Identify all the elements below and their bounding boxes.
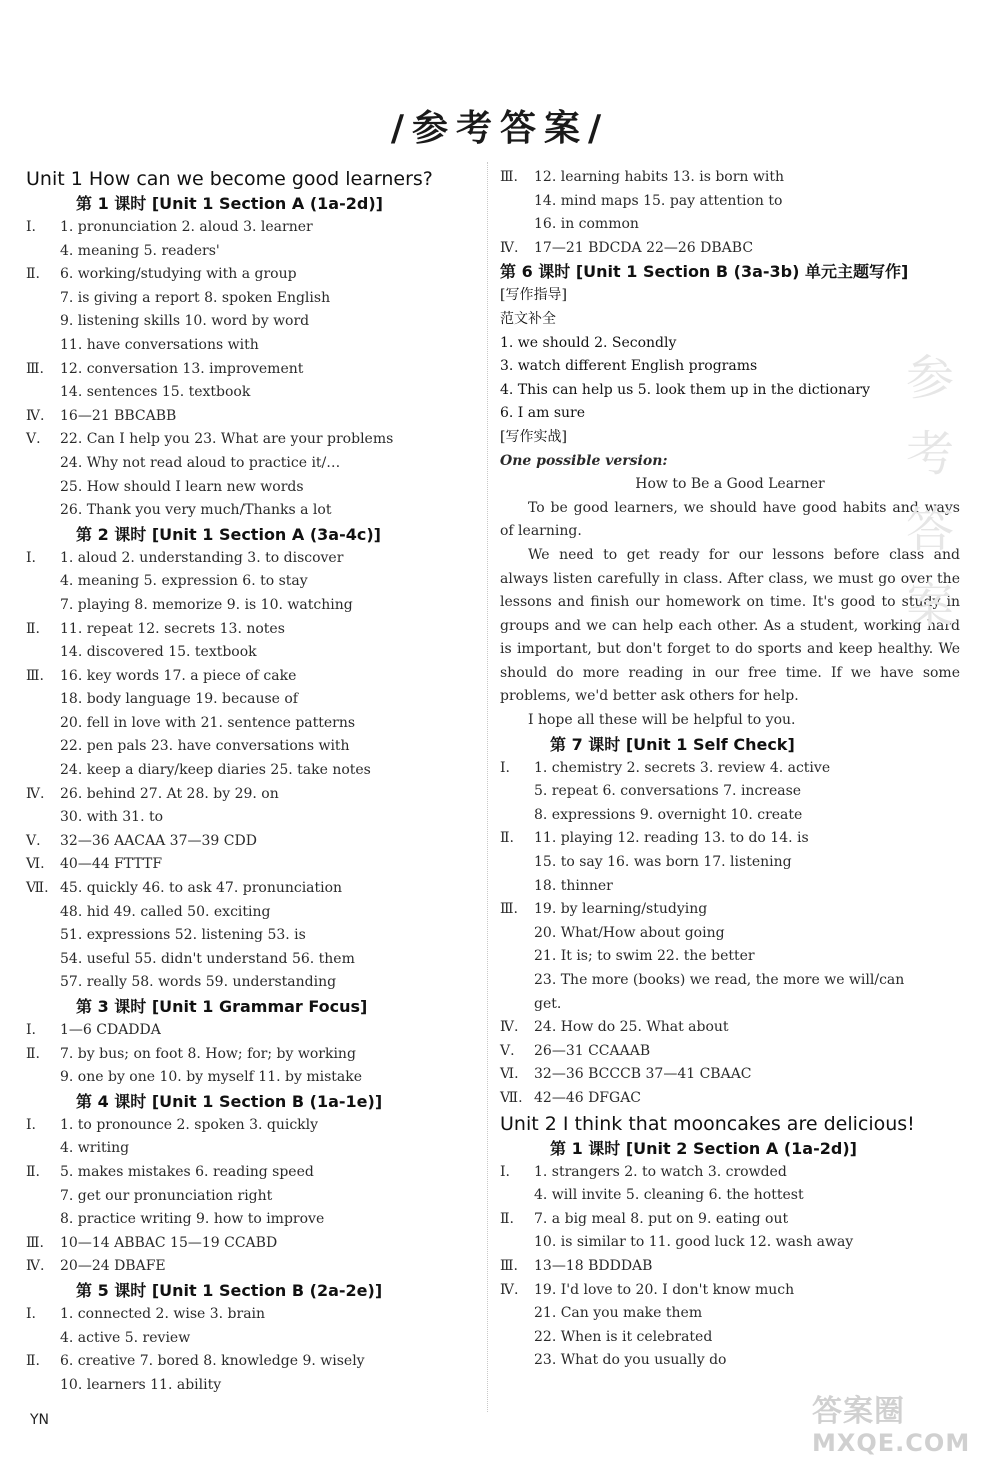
section-numeral: Ⅲ.	[26, 667, 44, 684]
answer-text: 9. listening skills 10. word by word	[60, 313, 310, 330]
answer-line	[500, 945, 960, 969]
answer-line	[26, 877, 476, 901]
essay-paragraph: To be good learners, we should have good habits and ways of learning.	[500, 499, 960, 540]
answer-text: 7. is giving a report 8. spoken English	[60, 289, 331, 306]
answer-line	[26, 806, 476, 830]
answer-text: 16. key words 17. a piece of cake	[60, 667, 297, 684]
answer-text: 4. active 5. review	[60, 1329, 191, 1346]
answer-line	[26, 665, 476, 689]
section-numeral: Ⅳ.	[26, 1258, 45, 1275]
answer-line	[500, 851, 960, 875]
answer-line	[26, 594, 476, 618]
answer-line	[26, 1327, 476, 1351]
section-numeral: Ⅳ.	[26, 785, 45, 802]
unit-heading: Unit 2 I think that mooncakes are delicious!	[500, 1112, 915, 1135]
answer-line	[500, 969, 960, 993]
section-numeral: Ⅴ.	[26, 431, 41, 448]
answer-line	[500, 1255, 960, 1279]
section-numeral: Ⅲ.	[500, 169, 518, 185]
writing-guide-line: 3. watch different English programs	[500, 358, 758, 375]
answer-text: 20. fell in love with 21. sentence patterns	[60, 714, 356, 731]
watermark-logo-top: 答案圈	[812, 1394, 905, 1429]
answer-line	[26, 1374, 476, 1398]
answer-line	[500, 780, 960, 804]
section-numeral: Ⅱ.	[26, 1045, 40, 1062]
answer-text: 11. repeat 12. secrets 13. notes	[60, 620, 285, 637]
answer-text: 19. by learning/studying	[534, 901, 708, 918]
answer-text: 1. strangers 2. to watch 3. crowded	[534, 1163, 787, 1180]
left-column	[26, 166, 476, 1397]
section-numeral: Ⅰ.	[26, 1116, 36, 1133]
answer-text: 13—18 BDDDAB	[534, 1257, 653, 1274]
answer-text: 1. to pronounce 2. spoken 3. quickly	[60, 1116, 319, 1133]
answer-text: 5. repeat 6. conversations 7. increase	[534, 783, 802, 800]
answer-line	[26, 405, 476, 429]
answer-line	[26, 759, 476, 783]
section-numeral: Ⅶ.	[26, 880, 49, 897]
answer-text: 32—36 AACAA 37—39 CDD	[60, 832, 257, 849]
answer-line	[500, 1349, 960, 1373]
answer-text: 10—14 ABBAC 15—19 CCABD	[60, 1234, 278, 1251]
answer-line	[26, 428, 476, 452]
answer-text: 19. I'd love to 20. I don't know much	[534, 1281, 795, 1298]
answer-line	[26, 547, 476, 571]
answer-line	[26, 688, 476, 712]
column-divider	[487, 162, 488, 1412]
section-numeral: Ⅳ.	[500, 1281, 519, 1298]
answer-text: 5. makes mistakes 6. reading speed	[60, 1163, 314, 1180]
lesson-heading: 第 2 课时 [Unit 1 Section A (3a-4c)]	[76, 524, 381, 544]
answer-text: 24. keep a diary/keep diaries 25. take notes	[60, 762, 371, 779]
section-numeral: Ⅲ.	[26, 360, 44, 377]
section-numeral: Ⅰ.	[26, 219, 36, 235]
answer-line	[500, 1016, 960, 1040]
answer-text: 16. in common	[534, 216, 639, 233]
answer-text: 4. meaning 5. readers'	[60, 242, 220, 259]
section-numeral: Ⅶ.	[500, 1089, 523, 1106]
answer-line	[26, 1161, 476, 1185]
answer-line	[500, 1279, 960, 1303]
answer-line	[26, 334, 476, 358]
section-numeral: Ⅲ.	[500, 901, 518, 918]
answer-line	[26, 1232, 476, 1256]
writing-guide-line: 1. we should 2. Secondly	[500, 334, 677, 351]
answer-text: 26. behind 27. At 28. by 29. on	[60, 785, 279, 802]
answer-line	[26, 240, 476, 264]
answer-line	[26, 381, 476, 405]
answer-line	[26, 1255, 476, 1279]
answer-text: 1. aloud 2. understanding 3. to discover	[60, 549, 344, 566]
section-numeral: Ⅱ.	[26, 1163, 40, 1180]
answer-line	[26, 1019, 476, 1043]
answer-text: 1. pronunciation 2. aloud 3. learner	[60, 219, 313, 235]
lesson-heading: 第 6 课时 [Unit 1 Section B (3a-3b) 单元主题写作]	[500, 262, 909, 282]
answer-text: 1. chemistry 2. secrets 3. review 4. active	[534, 759, 831, 776]
answer-line	[500, 898, 960, 922]
answer-text: 11. playing 12. reading 13. to do 14. is	[534, 830, 809, 847]
answer-text: 20. What/How about going	[534, 924, 725, 941]
section-numeral: Ⅳ.	[500, 239, 519, 256]
answer-line	[500, 1184, 960, 1208]
section-numeral: Ⅲ.	[26, 1234, 44, 1251]
site-watermark-logo	[812, 1395, 970, 1457]
answer-text: 7. a big meal 8. put on 9. eating out	[534, 1210, 789, 1227]
answer-text: 11. have conversations with	[60, 336, 259, 353]
lesson-heading: 第 7 课时 [Unit 1 Self Check]	[550, 734, 795, 754]
essay-paragraph: I hope all these will be helpful to you.	[528, 712, 796, 729]
answer-text: 42—46 DFGAC	[534, 1089, 642, 1106]
answer-line	[26, 1303, 476, 1327]
answer-line	[26, 1185, 476, 1209]
answer-text: 8. expressions 9. overnight 10. create	[534, 806, 803, 823]
section-numeral: Ⅳ.	[500, 1019, 519, 1036]
answer-line	[26, 830, 476, 854]
answer-line	[26, 476, 476, 500]
answer-text: 20—24 DBAFE	[60, 1258, 166, 1275]
answer-text: 57. really 58. words 59. understanding	[60, 974, 337, 991]
answer-text: 1. connected 2. wise 3. brain	[60, 1305, 266, 1322]
answer-text: 9. one by one 10. by myself 11. by mistake	[60, 1069, 363, 1086]
answer-text: 18. thinner	[534, 877, 613, 894]
answer-line	[26, 618, 476, 642]
answer-line	[26, 1043, 476, 1067]
answer-line	[26, 1066, 476, 1090]
sample-label: One possible version:	[500, 452, 668, 469]
section-numeral: Ⅲ.	[500, 1257, 518, 1274]
essay-paragraph: We need to get ready for our lessons before class and always listen carefully in class. After class, we must go over the lessons and finish our homework on time. It's good to study in groups and we can help each other. As a student, working hard is important, but don't forget to do sports and keep healthy. We should do more reading in our free time. If we have some problems, we'd better ask others for help.	[500, 546, 960, 705]
answer-line	[26, 641, 476, 665]
answer-text: 40—44 FTTTF	[60, 856, 163, 873]
answer-line	[26, 853, 476, 877]
section-numeral: Ⅱ.	[500, 1210, 514, 1227]
answer-line	[26, 263, 476, 287]
answer-line	[26, 783, 476, 807]
section-numeral: Ⅱ.	[26, 1353, 40, 1370]
section-numeral: Ⅰ.	[26, 1305, 36, 1322]
answer-line	[26, 287, 476, 311]
section-numeral: Ⅱ.	[26, 266, 40, 283]
answer-line	[500, 1302, 960, 1326]
section-numeral: Ⅴ.	[500, 1042, 515, 1059]
lesson-heading: 第 4 课时 [Unit 1 Section B (1a-1e)]	[76, 1091, 383, 1111]
answer-text: 32—36 BCCCB 37—41 CBAAC	[534, 1066, 752, 1083]
footer-code: YN	[30, 1412, 50, 1428]
answer-text: 6. working/studying with a group	[60, 266, 297, 283]
answer-line	[26, 924, 476, 948]
answer-text: 30. with 31. to	[60, 809, 164, 826]
answer-text: 6. creative 7. bored 8. knowledge 9. wisely	[60, 1353, 365, 1370]
answer-line	[500, 1063, 960, 1087]
answer-line	[500, 213, 960, 237]
lesson-heading: 第 5 课时 [Unit 1 Section B (2a-2e)]	[76, 1280, 383, 1300]
answer-line	[500, 1231, 960, 1255]
answer-text: 4. meaning 5. expression 6. to stay	[60, 573, 308, 590]
answer-text: 48. hid 49. called 50. exciting	[60, 903, 271, 920]
answer-text: 16—21 BBCABB	[60, 407, 177, 424]
answer-line	[26, 735, 476, 759]
writing-guide-line: [写作实战]	[500, 428, 567, 445]
right-column	[500, 166, 960, 1373]
answer-text: 7. playing 8. memorize 9. is 10. watching	[60, 596, 353, 613]
answer-line	[500, 827, 960, 851]
answer-line	[26, 570, 476, 594]
page-title: /参考答案/	[390, 108, 610, 149]
answer-text: 15. to say 16. was born 17. listening	[534, 854, 792, 871]
answer-line	[500, 757, 960, 781]
section-numeral: Ⅵ.	[500, 1066, 519, 1083]
unit-heading: Unit 1 How can we become good learners?	[26, 168, 433, 190]
answer-text: 22. pen pals 23. have conversations with	[60, 738, 350, 755]
answer-text: 12. conversation 13. improvement	[60, 360, 304, 377]
answer-text: 18. body language 19. because of	[60, 691, 298, 708]
answer-text: 7. get our pronunciation right	[60, 1187, 273, 1204]
answer-text: 54. useful 55. didn't understand 56. them	[60, 950, 355, 967]
section-numeral: Ⅰ.	[26, 1022, 36, 1038]
answer-text: 22. Can I help you 23. What are your problems	[60, 431, 394, 448]
writing-guide-line: 范文补全	[500, 310, 556, 327]
answer-line	[26, 216, 476, 240]
section-numeral: Ⅰ.	[500, 759, 510, 776]
lesson-heading: 第 1 课时 [Unit 1 Section A (1a-2d)]	[76, 194, 383, 213]
answer-text: 8. practice writing 9. how to improve	[60, 1211, 325, 1228]
answer-line	[26, 1350, 476, 1374]
section-numeral: Ⅰ.	[26, 549, 36, 566]
answer-text: 10. learners 11. ability	[60, 1376, 222, 1393]
answer-line	[500, 1326, 960, 1350]
answer-line	[500, 1208, 960, 1232]
answer-text: 10. is similar to 11. good luck 12. wash away	[534, 1234, 854, 1251]
answer-text: 23. The more (books) we read, the more we will/can	[534, 972, 905, 988]
section-numeral: Ⅱ.	[500, 830, 514, 847]
answer-text: 14. mind maps 15. pay attention to	[534, 192, 783, 209]
answer-line	[500, 237, 960, 261]
answer-text: 51. expressions 52. listening 53. is	[60, 927, 306, 944]
lesson-heading: 第 3 课时 [Unit 1 Grammar Focus]	[76, 997, 368, 1016]
answer-line	[500, 993, 960, 1017]
writing-guide-line: [写作指导]	[500, 287, 567, 304]
answer-text: get.	[534, 995, 562, 1012]
answer-text: 12. learning habits 13. is born with	[534, 169, 784, 185]
answer-text: 4. will invite 5. cleaning 6. the hottest	[534, 1187, 804, 1204]
answer-line	[26, 452, 476, 476]
answer-text: 25. How should I learn new words	[60, 478, 304, 495]
answer-line	[500, 1040, 960, 1064]
section-numeral: Ⅵ.	[26, 856, 45, 873]
answer-text: 7. by bus; on foot 8. How; for; by working	[60, 1045, 356, 1062]
answer-text: 21. It is; to swim 22. the better	[534, 948, 755, 965]
section-numeral: Ⅴ.	[26, 832, 41, 849]
lesson-heading: 第 1 课时 [Unit 2 Section A (1a-2d)]	[550, 1138, 857, 1158]
answer-line	[500, 166, 960, 190]
answer-text: 17—21 BDCDA 22—26 DBABC	[534, 239, 754, 256]
section-numeral: Ⅱ.	[26, 620, 40, 637]
answer-line	[500, 1087, 960, 1111]
answer-line	[500, 804, 960, 828]
answer-text: 26. Thank you very much/Thanks a lot	[60, 502, 332, 519]
answer-line	[500, 190, 960, 214]
answer-text: 22. When is it celebrated	[534, 1328, 713, 1345]
answer-line	[26, 358, 476, 382]
answer-text: 23. What do you usually do	[534, 1352, 727, 1369]
writing-guide-line: 4. This can help us 5. look them up in the dictionary	[500, 381, 871, 398]
answer-text: 24. How do 25. What about	[534, 1019, 729, 1036]
answer-line	[26, 948, 476, 972]
watermark-logo-bottom: MXQE.COM	[812, 1429, 971, 1457]
answer-line	[26, 712, 476, 736]
answer-text: 4. writing	[60, 1140, 130, 1157]
answer-text: 24. Why not read aloud to practice it/…	[60, 454, 341, 471]
answer-text: 45. quickly 46. to ask 47. pronunciation	[60, 880, 343, 897]
answer-line	[26, 971, 476, 995]
answer-line	[500, 1161, 960, 1185]
section-numeral: Ⅳ.	[26, 407, 45, 424]
answer-line	[26, 901, 476, 925]
answer-text: 26—31 CCAAAB	[534, 1042, 651, 1059]
answer-line	[26, 1208, 476, 1232]
section-numeral: Ⅰ.	[500, 1163, 510, 1180]
answer-line	[500, 875, 960, 899]
essay-title: How to Be a Good Learner	[635, 476, 825, 493]
answer-text: 14. sentences 15. textbook	[60, 384, 251, 401]
answer-text: 14. discovered 15. textbook	[60, 644, 257, 661]
answer-line	[26, 1114, 476, 1138]
answer-text: 1—6 CDADDA	[60, 1022, 161, 1038]
writing-guide-line: 6. I am sure	[500, 405, 586, 422]
answer-line	[26, 310, 476, 334]
answer-line	[500, 922, 960, 946]
answer-text: 21. Can you make them	[534, 1305, 703, 1322]
answer-line	[26, 1137, 476, 1161]
side-watermark: 参考答案	[905, 350, 954, 634]
answer-line	[26, 499, 476, 523]
